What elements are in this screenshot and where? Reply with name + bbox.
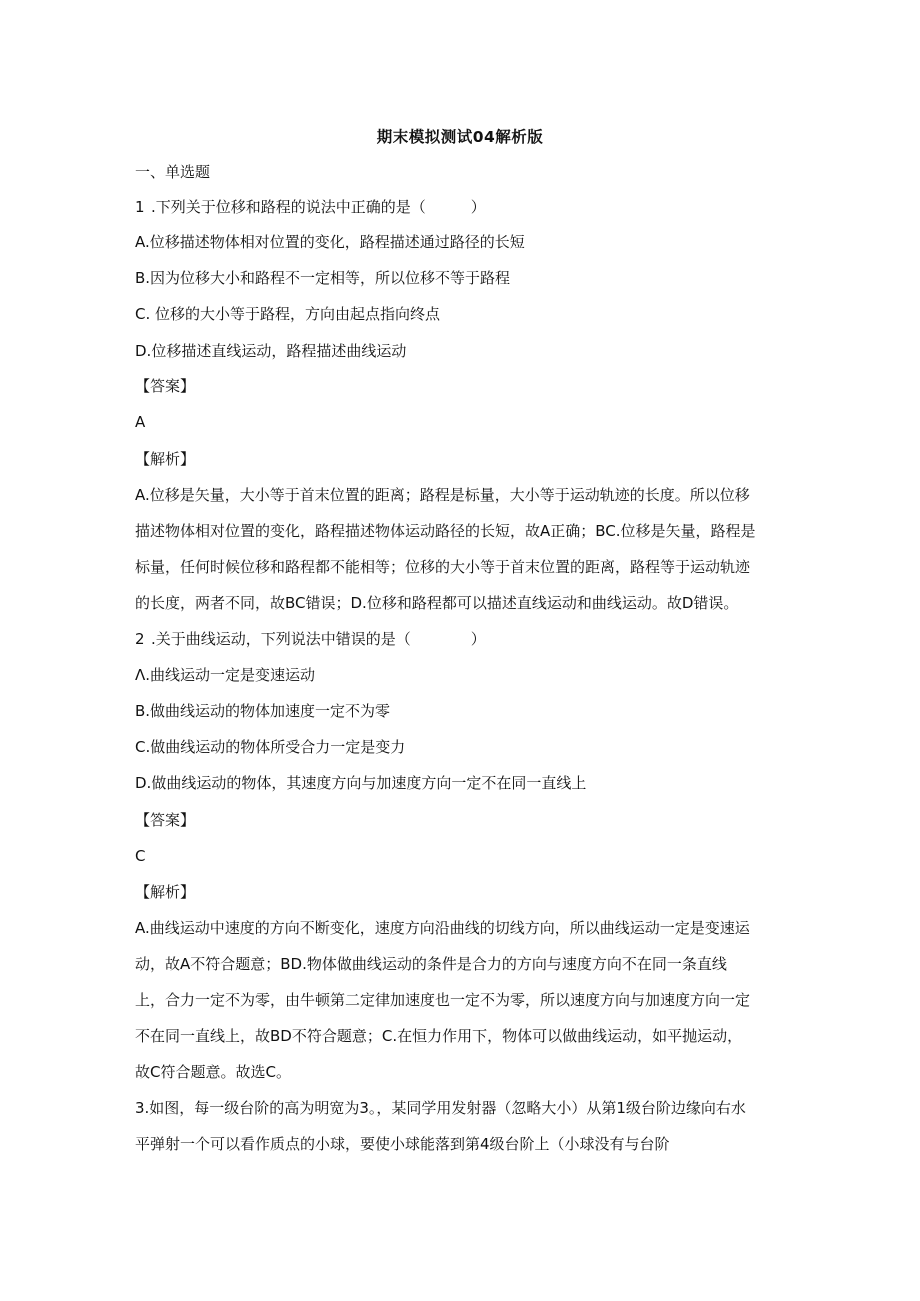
question-2-analysis-label: 【解析】 bbox=[135, 883, 196, 901]
question-2-answer-label: 【答案】 bbox=[135, 811, 196, 829]
question-2-number: 2 bbox=[135, 630, 145, 648]
question-2-text: .关于曲线运动，下列说法中错误的是（ ） bbox=[151, 630, 486, 648]
question-1-analysis-line: 描述物体相对位置的变化，路程描述物体运动路径的长短，故A正确；BC.位移是矢量，路程是 bbox=[135, 522, 756, 540]
question-2-option-d: D.做曲线运动的物体，其速度方向与加速度方向一定不在同一直线上 bbox=[135, 774, 587, 792]
question-1-option-b: B.因为位移大小和路程不一定相等，所以位移不等于路程 bbox=[135, 269, 511, 287]
question-1-text: .下列关于位移和路程的说法中正确的是（ ） bbox=[151, 198, 486, 216]
question-3-line: 平弹射一个可以看作质点的小球，要使小球能落到第4级台阶上（小球没有与台阶 bbox=[135, 1135, 670, 1153]
question-2-analysis-line: A.曲线运动中速度的方向不断变化，速度方向沿曲线的切线方向，所以曲线运动一定是变速运 bbox=[135, 919, 750, 937]
question-2-stem bbox=[135, 629, 785, 649]
section-heading: 一、单选题 bbox=[135, 163, 211, 181]
question-2-analysis-line: 不在同一直线上，故BD不符合题意；C.在恒力作用下，物体可以做曲线运动，如平抛运动， bbox=[135, 1027, 743, 1045]
question-1-analysis-line: 的长度，两者不同，故BC错误；D.位移和路程都可以描述直线运动和曲线运动。故D错误。 bbox=[135, 594, 739, 612]
question-2-analysis-line: 上，合力一定不为零，由牛顿第二定律加速度也一定不为零，所以速度方向与加速度方向一定 bbox=[135, 991, 751, 1009]
question-1-option-a: A.位移描述物体相对位置的变化，路程描述通过路径的长短 bbox=[135, 233, 525, 251]
question-1-number: 1 bbox=[135, 198, 145, 216]
question-1-analysis-line: A.位移是矢量，大小等于首末位置的距离；路程是标量，大小等于运动轨迹的长度。所以位移 bbox=[135, 486, 750, 504]
question-1-analysis-line: 标量，任何时候位移和路程都不能相等；位移的大小等于首末位置的距离，路程等于运动轨迹 bbox=[135, 558, 751, 576]
question-2-analysis-line: 动，故A不符合题意；BD.物体做曲线运动的条件是合力的方向与速度方向不在同一条直线 bbox=[135, 955, 727, 973]
question-1-answer-label: 【答案】 bbox=[135, 377, 196, 395]
question-2-option-b: B.做曲线运动的物体加速度一定不为零 bbox=[135, 702, 391, 720]
question-1-stem bbox=[135, 197, 785, 217]
question-2-answer: C bbox=[135, 847, 146, 865]
question-2-option-c: C.做曲线运动的物体所受合力一定是变力 bbox=[135, 738, 406, 756]
question-2-analysis-line: 故C符合题意。故选C。 bbox=[135, 1063, 291, 1081]
question-3-line: 3.如图，每一级台阶的高为明宽为3。，某同学用发射器（忽略大小）从第1级台阶边缘向右水 bbox=[135, 1099, 746, 1117]
question-2-option-a: Λ.曲线运动一定是变速运动 bbox=[135, 666, 316, 684]
question-1-analysis-label: 【解析】 bbox=[135, 450, 196, 468]
question-1-option-c: C. 位移的大小等于路程，方向由起点指向终点 bbox=[135, 305, 441, 323]
question-1-option-d: D.位移描述直线运动，路程描述曲线运动 bbox=[135, 342, 407, 360]
document-title: 期末模拟测试04解析版 bbox=[376, 128, 544, 146]
question-1-answer: A bbox=[135, 413, 146, 431]
